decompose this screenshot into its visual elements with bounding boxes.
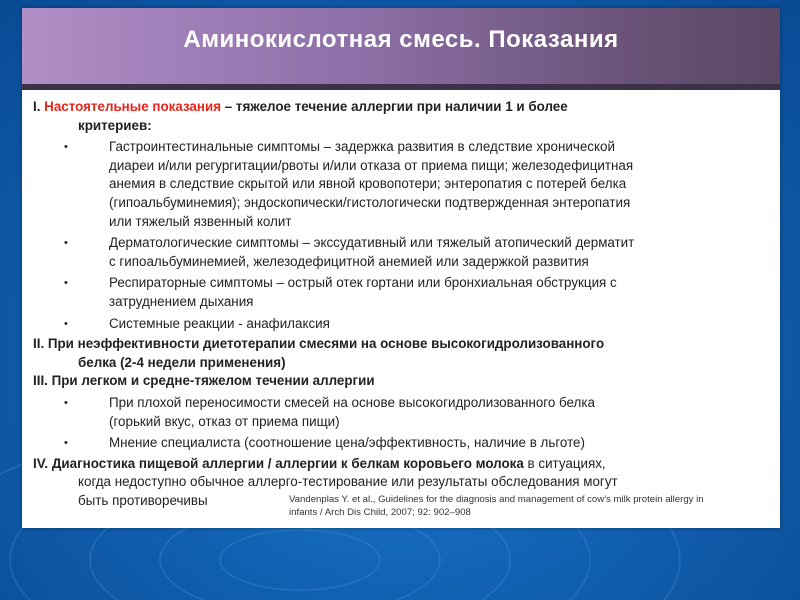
section-1-number: I. xyxy=(33,99,45,114)
list-item xyxy=(33,274,773,311)
bullet-line: диареи и/или регургитации/рвоты и/или отказа от приема пищи; железодефицитная xyxy=(109,157,634,173)
section-4-plain: в ситуациях, xyxy=(523,455,606,471)
bullet-glyph: • xyxy=(64,317,68,330)
slide xyxy=(22,8,780,528)
section-2: II. При неэффективности диетотерапии смесями на основе высокогидролизованного xyxy=(33,336,605,352)
reference-line: Vandenplas Y. et al., Guidelines for the diagnosis and management of cow's milk protein allergy in xyxy=(289,494,704,505)
section-4-text: IV. Диагностика пищевой аллергии / аллергии к белкам коровьего молока xyxy=(33,455,524,471)
bullet-glyph: • xyxy=(64,237,68,250)
section-4 xyxy=(33,455,773,474)
section-1 xyxy=(33,98,773,117)
bullet-line: (горький вкус, отказ от приема пищи) xyxy=(109,413,340,429)
bullet-line: анемия в следствие скрытой или явной кровопотери; энтеропатия с потерей белка xyxy=(109,176,627,192)
reference-citation xyxy=(289,494,769,519)
slide-content xyxy=(33,98,773,510)
bullet-line: затруднением дыхания xyxy=(109,293,254,309)
bullet-glyph: • xyxy=(64,141,68,154)
section-4-line: когда недоступно обычное аллерго-тестирование или результаты обследования могут xyxy=(78,474,618,490)
bullet-line: Респираторные симптомы – острый отек гортани или бронхиальная обструкция с xyxy=(109,275,617,291)
list-item xyxy=(33,234,773,271)
bullet-line: При плохой переносимости смесей на основе высокогидролизованного белка xyxy=(109,394,595,410)
section-1-highlight: Настоятельные показания xyxy=(44,99,222,114)
section-4-line: быть противоречивы xyxy=(78,492,208,508)
section-2-continuation: белка (2-4 недели применения) xyxy=(78,354,286,370)
section-3: III. При легком и средне-тяжелом течении аллергии xyxy=(33,373,375,389)
bullet-line: Дерматологические симптомы – экссудативный или тяжелый атопический дерматит xyxy=(109,235,635,251)
bullet-glyph: • xyxy=(64,277,68,290)
bullet-glyph: • xyxy=(64,396,68,409)
bullet-line: Мнение специалиста (соотношение цена/эффективность, наличие в льготе) xyxy=(109,435,585,451)
title-bar xyxy=(22,8,780,90)
reference-line: infants / Arch Dis Child, 2007; 92: 902–908 xyxy=(289,506,471,518)
bullet-line: с гипоальбуминемией, железодефицитной анемией или задержкой развития xyxy=(109,253,589,269)
section-1-continuation: критериев: xyxy=(78,117,152,133)
bullet-line: (гипоальбуминемия); эндоскопически/гистологически подтвержденная энтеропатия xyxy=(109,194,631,210)
slide-title: Аминокислотная смесь. Показания xyxy=(183,26,619,53)
bullet-line: или тяжелый язвенный колит xyxy=(109,213,292,229)
section-1-text: – тяжелое течение аллергии при наличии 1 и более xyxy=(221,99,568,114)
list-item xyxy=(33,434,773,453)
bullet-line: Системные реакции - анафилаксия xyxy=(109,315,330,331)
list-item xyxy=(33,394,773,431)
bullet-line: Гастроинтестинальные симптомы – задержка развития в следствие хронической xyxy=(109,139,615,155)
bullet-glyph: • xyxy=(64,437,68,450)
list-item xyxy=(33,315,773,334)
list-item xyxy=(33,138,773,231)
